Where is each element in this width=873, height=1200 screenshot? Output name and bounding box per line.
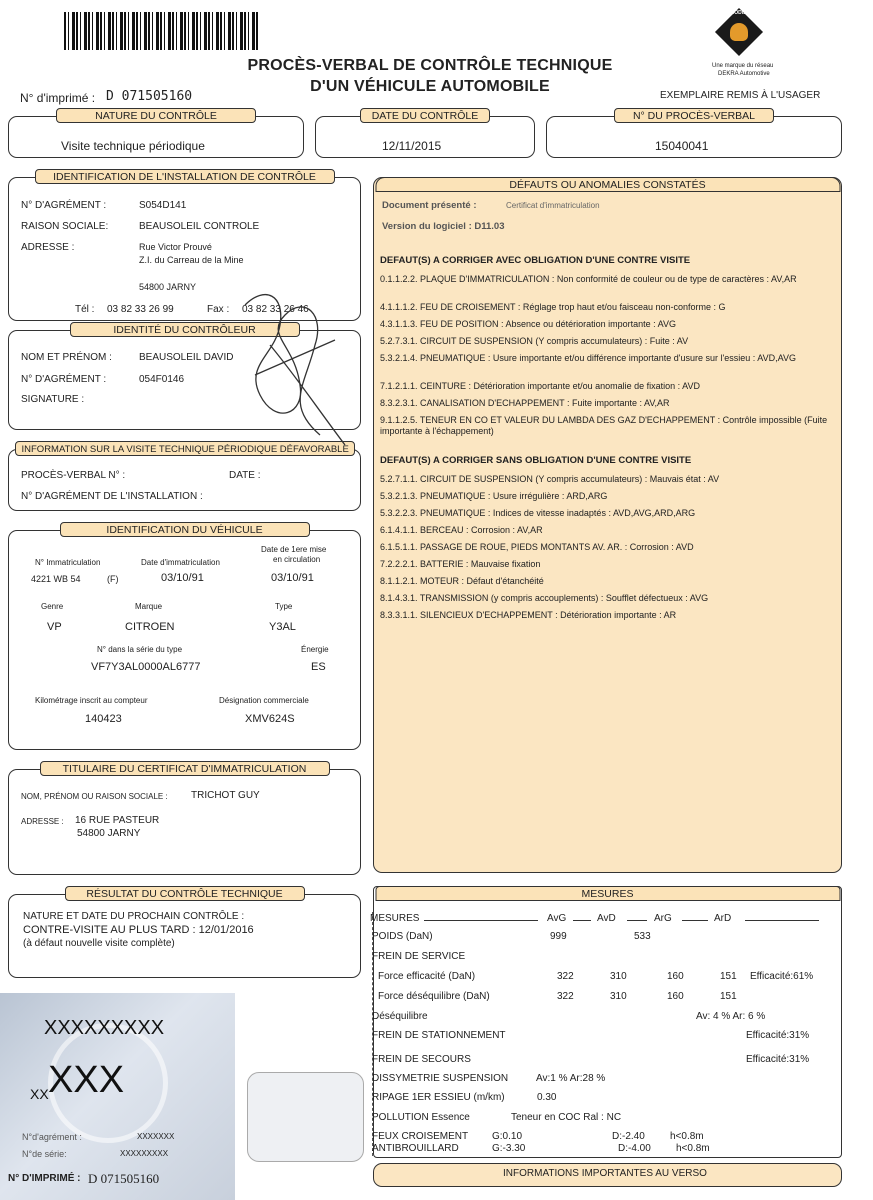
group2-title: DEFAUT(S) A CORRIGER SANS OBLIGATION D'UNE CONTRE VISITE — [380, 455, 692, 466]
stamp-imprime-label: N° D'IMPRIMÉ : — [8, 1173, 81, 1184]
titulaire-header: TITULAIRE DU CERTIFICAT D'IMMATRICULATION — [40, 761, 330, 776]
antib-label: ANTIBROUILLARD — [372, 1143, 459, 1154]
feux-h: h<0.8m — [670, 1131, 704, 1142]
date-circ-value: 03/10/91 — [271, 572, 314, 584]
logo-caption1: Une marque du réseau — [712, 63, 774, 69]
dissymetrie-value: Av:1 % Ar:28 % — [536, 1073, 606, 1084]
force-des-avd: 310 — [610, 991, 627, 1002]
date-value: 12/11/2015 — [382, 139, 442, 153]
installation-header: IDENTIFICATION DE L'INSTALLATION DE CONTRÔLE — [35, 169, 335, 184]
verso-text: INFORMATIONS IMPORTANTES AU VERSO — [503, 1168, 707, 1179]
poids-label: POIDS (DaN) — [372, 931, 433, 942]
imprime-value: D 071505160 — [106, 89, 193, 104]
col-rule-1 — [424, 920, 538, 921]
raison-value: BEAUSOLEIL CONTROLE — [139, 221, 260, 232]
defect-item: 0.1.1.2.2. PLAQUE D'IMMATRICULATION : Non conformité de couleur ou de type de caractères : AV,AR — [380, 274, 797, 284]
col-rule-4 — [682, 920, 708, 921]
defect-item: 8.3.3.1.1. SILENCIEUX D'ECHAPPEMENT : Détérioration importante : AR — [380, 610, 677, 620]
stamp-serie-label: N°de série: — [22, 1149, 67, 1159]
controleur-agrement-label: N° D'AGRÉMENT : — [21, 374, 107, 385]
stamp-mid-x: XXX — [48, 1059, 125, 1101]
col-arg: ArG — [654, 913, 672, 924]
desequilibre-label: Déséquilibre — [372, 1011, 428, 1022]
raison-label: RAISON SOCIALE: — [21, 221, 109, 232]
defect-item: 5.3.2.2.3. PNEUMATIQUE : Indices de vitesse inadaptés : AVD,AVG,ARD,ARG — [380, 508, 696, 518]
titulaire-adresse-line2: 54800 JARNY — [77, 828, 141, 839]
exemplaire-text: EXEMPLAIRE REMIS À L'USAGER — [660, 90, 821, 101]
agrement-label: N° D'AGRÉMENT : — [21, 200, 107, 211]
date-immat-label: Date d'immatriculation — [141, 558, 220, 567]
km-value: 140423 — [85, 713, 122, 725]
adresse-label: ADRESSE : — [21, 242, 75, 253]
designation-value: XMV624S — [245, 713, 295, 725]
titulaire-box — [8, 763, 361, 875]
nature-header: NATURE DU CONTRÔLE — [56, 108, 256, 123]
force-eff-label: Force efficacité (DaN) — [378, 971, 476, 982]
info-pv-label: PROCÈS-VERBAL N° : — [21, 470, 126, 481]
info-agrement-label: N° D'AGRÉMENT DE L'INSTALLATION : — [21, 491, 203, 502]
marque-value: CITROEN — [125, 621, 175, 633]
type-label: Type — [275, 602, 293, 611]
defauts-header: DÉFAUTS OU ANOMALIES CONSTATÉS — [375, 177, 840, 192]
info-visite-box — [8, 444, 361, 511]
force-eff-ard: 151 — [720, 971, 737, 982]
titulaire-adresse-label: ADRESSE : — [21, 817, 64, 826]
frein-service-label: FREIN DE SERVICE — [372, 951, 466, 962]
immat-suffix: (F) — [107, 574, 119, 584]
desequilibre-value: Av: 4 % Ar: 6 % — [696, 1011, 766, 1022]
stamp-agrement-label: N°d'agrément : — [22, 1132, 82, 1142]
vehicule-box — [8, 524, 361, 750]
force-eff-arg: 160 — [667, 971, 684, 982]
resultat-line1: NATURE ET DATE DU PROCHAIN CONTRÔLE : — [23, 911, 245, 922]
page-title-line1: PROCÈS-VERBAL DE CONTRÔLE TECHNIQUE — [247, 57, 613, 74]
stamp-big-x: XXXXXXXXX — [44, 1017, 165, 1039]
stamp-agrement-value: XXXXXXX — [137, 1132, 175, 1141]
col-avd: AvD — [597, 913, 616, 924]
controleur-agrement-value: 054F0146 — [139, 374, 185, 385]
adresse-line3: 54800 JARNY — [139, 282, 197, 292]
defect-item: 5.3.2.1.3. PNEUMATIQUE : Usure irrégulière : ARD,ARG — [380, 491, 608, 501]
stamp-small-prefix: XX — [30, 1086, 49, 1102]
energie-value: ES — [311, 661, 326, 673]
logo-caption2: DEKRA Automotive — [718, 71, 770, 77]
resultat-box — [8, 888, 361, 978]
titulaire-nom-label: NOM, PRÉNOM OU RAISON SOCIALE : — [21, 792, 168, 801]
tel-value: 03 82 33 26 99 — [107, 304, 174, 315]
col-rule-5 — [745, 920, 819, 921]
defect-item: 5.3.2.1.4. PNEUMATIQUE : Usure importante et/ou différence importante d'usure sur l'essieu : AVD,AVG — [380, 353, 796, 363]
resultat-header: RÉSULTAT DU CONTRÔLE TECHNIQUE — [65, 886, 305, 901]
info-visite-header: INFORMATION SUR LA VISITE TECHNIQUE PÉRIODIQUE DÉFAVORABLE — [15, 441, 355, 456]
frein-stat-label: FREIN DE STATIONNEMENT — [372, 1030, 506, 1041]
defect-item: 6.1.4.1.1. BERCEAU : Corrosion : AV,AR — [380, 525, 543, 535]
col-rule-2 — [573, 920, 591, 921]
resultat-line3: (à défaut nouvelle visite complète) — [23, 938, 175, 949]
controleur-header: IDENTITÉ DU CONTRÔLEUR — [70, 322, 300, 337]
nature-value: Visite technique périodique — [61, 139, 205, 153]
date-box — [315, 110, 535, 158]
imprime-label: N° d'imprimé : — [20, 91, 96, 105]
immat-label: N° Immatriculation — [35, 558, 101, 567]
antib-d: D:-4.00 — [618, 1143, 651, 1154]
defect-item: 8.1.1.2.1. MOTEUR : Défaut d'étanchéité — [380, 576, 544, 586]
defauts-box — [373, 177, 842, 873]
version-label: Version du logiciel : D11.03 — [382, 221, 505, 232]
adresse-line1: Rue Victor Prouvé — [139, 242, 212, 252]
stamp-serie-value: XXXXXXXXX — [120, 1149, 169, 1158]
defect-item: 7.1.2.1.1. CEINTURE : Détérioration importante et/ou anomalie de fixation : AVD — [380, 381, 700, 391]
stamp-area — [0, 993, 235, 1200]
date-immat-value: 03/10/91 — [161, 572, 204, 584]
col-mesures: MESURES — [370, 913, 420, 924]
nature-box — [8, 110, 304, 158]
defect-item: 5.2.7.3.1. CIRCUIT DE SUSPENSION (Y compris accumulateurs) : Fuite : AV — [380, 336, 689, 346]
page-title-line2: D'UN VÉHICULE AUTOMOBILE — [310, 78, 550, 95]
serie-label: N° dans la série du type — [97, 645, 183, 654]
km-label: Kilométrage inscrit au compteur — [35, 696, 148, 705]
serie-value: VF7Y3AL0000AL6777 — [91, 661, 201, 673]
antib-h: h<0.8m — [676, 1143, 710, 1154]
defect-item: 8.3.2.3.1. CANALISATION D'ECHAPPEMENT : Fuite importante : AV,AR — [380, 398, 670, 408]
force-eff-avg: 322 — [557, 971, 574, 982]
defect-item: 5.2.7.1.1. CIRCUIT DE SUSPENSION (Y compris accumulateurs) : Mauvais état : AV — [380, 474, 720, 484]
ripage-label: RIPAGE 1ER ESSIEU (m/km) — [372, 1092, 505, 1103]
defect-item: 8.1.4.3.1. TRANSMISSION (y compris accouplements) : Soufflet défectueux : AVG — [380, 593, 709, 603]
col-rule-3 — [627, 920, 647, 921]
pv-header: N° DU PROCÈS-VERBAL — [614, 108, 774, 123]
designation-label: Désignation commerciale — [219, 696, 309, 705]
adresse-line2: Z.I. du Carreau de la Mine — [139, 255, 244, 265]
force-eff-avd: 310 — [610, 971, 627, 982]
pollution-label: POLLUTION Essence — [372, 1112, 470, 1123]
date-circ-label1: Date de 1ere mise — [261, 545, 327, 554]
type-value: Y3AL — [269, 621, 296, 633]
mesures-header: MESURES — [375, 886, 840, 901]
col-ard: ArD — [714, 913, 732, 924]
resultat-line2: CONTRE-VISITE AU PLUS TARD : 12/01/2016 — [23, 924, 254, 936]
titulaire-nom-value: TRICHOT GUY — [191, 790, 260, 801]
frein-stat-eff: Efficacité:31% — [746, 1030, 810, 1041]
defect-item: 7.2.2.2.1. BATTERIE : Mauvaise fixation — [380, 559, 541, 569]
col-avg: AvG — [547, 913, 567, 924]
frein-secours-label: FREIN DE SECOURS — [372, 1054, 471, 1065]
tel-label: Tél : — [75, 304, 95, 315]
force-des-label: Force déséquilibre (DaN) — [378, 991, 490, 1002]
barcode — [64, 12, 260, 50]
vehicule-header: IDENTIFICATION DU VÉHICULE — [60, 522, 310, 537]
date-circ-label2: en circulation — [273, 555, 321, 564]
genre-label: Genre — [41, 602, 64, 611]
pollution-value: Teneur en COC Ral : NC — [511, 1112, 622, 1123]
date-header: DATE DU CONTRÔLE — [360, 108, 490, 123]
document-label: Document présenté : — [382, 200, 477, 211]
controleur-nom-label: NOM ET PRÉNOM : — [21, 352, 112, 363]
group1-title: DEFAUT(S) A CORRIGER AVEC OBLIGATION D'UNE CONTRE VISITE — [380, 255, 691, 266]
logo-eagle-icon — [730, 23, 748, 41]
titulaire-adresse-line1: 16 RUE PASTEUR — [75, 815, 160, 826]
marque-label: Marque — [135, 602, 163, 611]
defect-item: 4.1.1.1.2. FEU DE CROISEMENT : Réglage trop haut et/ou faisceau non-conforme : G — [380, 302, 726, 312]
poids-avg: 999 — [550, 931, 567, 942]
ripage-value: 0.30 — [537, 1092, 557, 1103]
defect-item: 9.1.1.2.5. TENEUR EN CO ET VALEUR DU LAMBDA DES GAZ D'ECHAPPEMENT : Contrôle impossible (Fuite importante à l'échappement) — [380, 415, 828, 436]
fax-label: Fax : — [207, 304, 230, 315]
controleur-nom-value: BEAUSOLEIL DAVID — [139, 352, 234, 363]
agrement-value: S054D141 — [139, 200, 187, 211]
genre-value: VP — [47, 621, 62, 633]
force-des-ard: 151 — [720, 991, 737, 1002]
pv-box — [546, 110, 842, 158]
document-value: Certificat d'immatriculation — [506, 201, 600, 210]
info-date-label: DATE : — [229, 470, 261, 481]
feux-label: FEUX CROISEMENT — [372, 1131, 469, 1142]
force-eff-pct: Efficacité:61% — [750, 971, 814, 982]
force-des-arg: 160 — [667, 991, 684, 1002]
energie-label: Énergie — [301, 645, 329, 654]
antib-g: G:-3.30 — [492, 1143, 526, 1154]
fax-value: 03 82 33 26 46 — [242, 304, 309, 315]
blank-window — [247, 1072, 364, 1162]
pv-value: 15040041 — [655, 139, 709, 153]
dissymetrie-label: DISSYMETRIE SUSPENSION — [372, 1073, 509, 1084]
poids-avd: 533 — [634, 931, 651, 942]
frein-secours-eff: Efficacité:31% — [746, 1054, 810, 1065]
logo-text: MODISKO — [730, 10, 754, 16]
defect-item: 4.3.1.1.3. FEU DE POSITION : Absence ou détérioration importante : AVG — [380, 319, 676, 329]
immat-value: 4221 WB 54 — [31, 574, 81, 584]
defect-item: 6.1.5.1.1. PASSAGE DE ROUE, PIEDS MONTANTS AV. AR. : Corrosion : AVD — [380, 542, 694, 552]
feux-d: D:-2.40 — [612, 1131, 645, 1142]
force-des-avg: 322 — [557, 991, 574, 1002]
signature-scribble — [225, 285, 360, 450]
signature-label: SIGNATURE : — [21, 394, 85, 405]
feux-g: G:0.10 — [492, 1131, 523, 1142]
stamp-imprime-value: D 071505160 — [88, 1171, 160, 1186]
